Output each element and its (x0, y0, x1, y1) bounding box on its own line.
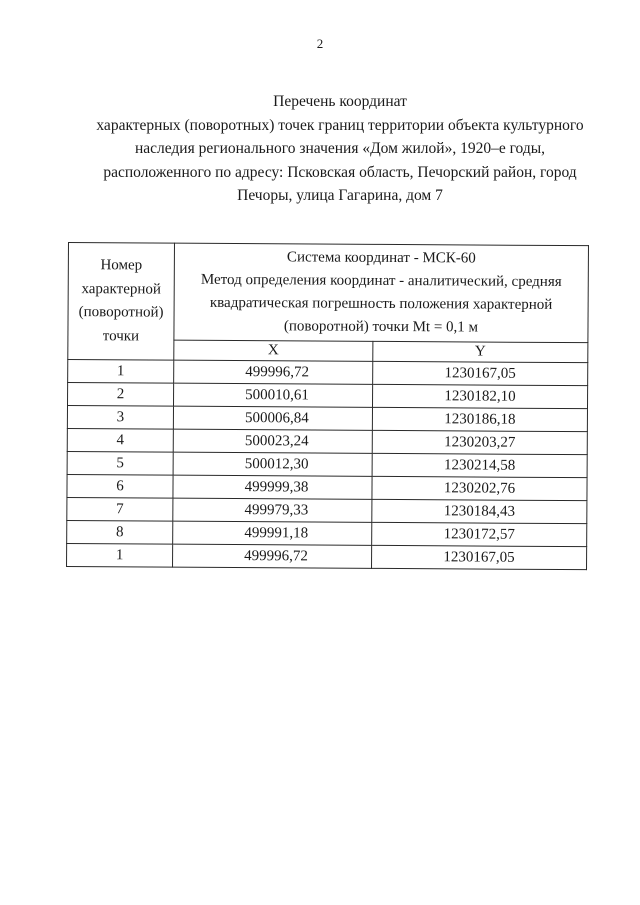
document-title (70, 90, 610, 208)
header-line: Метод определения координат - аналитический, средняя (200, 271, 562, 291)
x-value-cell: 499996,72 (174, 360, 373, 384)
title-line: характерных (поворотных) точек границ территории объекта культурного (96, 116, 584, 134)
title-line: Перечень координат (273, 93, 407, 110)
y-value-cell: 1230167,05 (373, 361, 588, 385)
title-line: расположенного по адресу: Псковская область, Печорский район, город (103, 163, 577, 181)
point-number-cell: 3 (67, 406, 173, 430)
x-column-header: X (174, 340, 373, 361)
y-value-cell: 1230172,57 (372, 522, 587, 546)
table-row (67, 474, 587, 500)
page-number: 2 (316, 36, 324, 51)
x-value-cell: 499999,38 (173, 475, 372, 499)
header-line: Система координат - МСК-60 (286, 249, 476, 267)
x-value-cell: 500006,84 (173, 406, 372, 430)
point-number-cell: 5 (67, 451, 173, 475)
y-value-cell: 1230202,76 (372, 476, 587, 500)
y-value-cell: 1230203,27 (372, 430, 587, 454)
table-row (67, 428, 587, 454)
point-number-cell: 7 (67, 497, 173, 521)
table-row (67, 520, 587, 546)
header-line: точки (102, 327, 140, 344)
header-line: квадратическая погрешность положения характерной (209, 294, 553, 313)
title-line: наследия регионального значения «Дом жилой», 1920–е годы, (134, 140, 546, 157)
point-number-header (68, 243, 175, 361)
x-value-cell: 499996,72 (173, 544, 372, 568)
coordinates-table (66, 242, 589, 570)
y-column-header: Y (373, 341, 588, 362)
table-row (67, 497, 587, 523)
point-number-cell: 4 (67, 428, 173, 452)
table-row (68, 383, 588, 409)
x-value-cell: 500010,61 (173, 383, 372, 407)
header-line: характерной (81, 280, 161, 298)
point-number-cell: 1 (67, 543, 173, 567)
y-value-cell: 1230214,58 (372, 453, 587, 477)
table-row (67, 543, 587, 569)
table-row (67, 451, 587, 477)
point-number-cell: 1 (68, 360, 174, 384)
point-number-cell: 6 (67, 474, 173, 498)
y-value-cell: 1230184,43 (372, 499, 587, 523)
coordinate-system-header (174, 243, 589, 343)
x-value-cell: 499991,18 (173, 521, 372, 545)
header-line: (поворотной) (78, 304, 164, 321)
y-value-cell: 1230167,05 (372, 545, 587, 569)
point-number-cell: 8 (67, 520, 173, 544)
x-value-cell: 499979,33 (173, 498, 372, 522)
x-value-cell: 500023,24 (173, 429, 372, 453)
table-row (67, 406, 587, 432)
x-value-cell: 500012,30 (173, 452, 372, 476)
y-value-cell: 1230182,10 (372, 384, 587, 408)
header-line: (поворотной) точки Mt = 0,1 м (283, 318, 479, 336)
header-line: Номер (100, 257, 143, 274)
y-value-cell: 1230186,18 (372, 407, 587, 431)
table-row (68, 360, 588, 386)
point-number-cell: 2 (68, 383, 174, 407)
title-line: Печоры, улица Гагарина, дом 7 (237, 187, 443, 204)
